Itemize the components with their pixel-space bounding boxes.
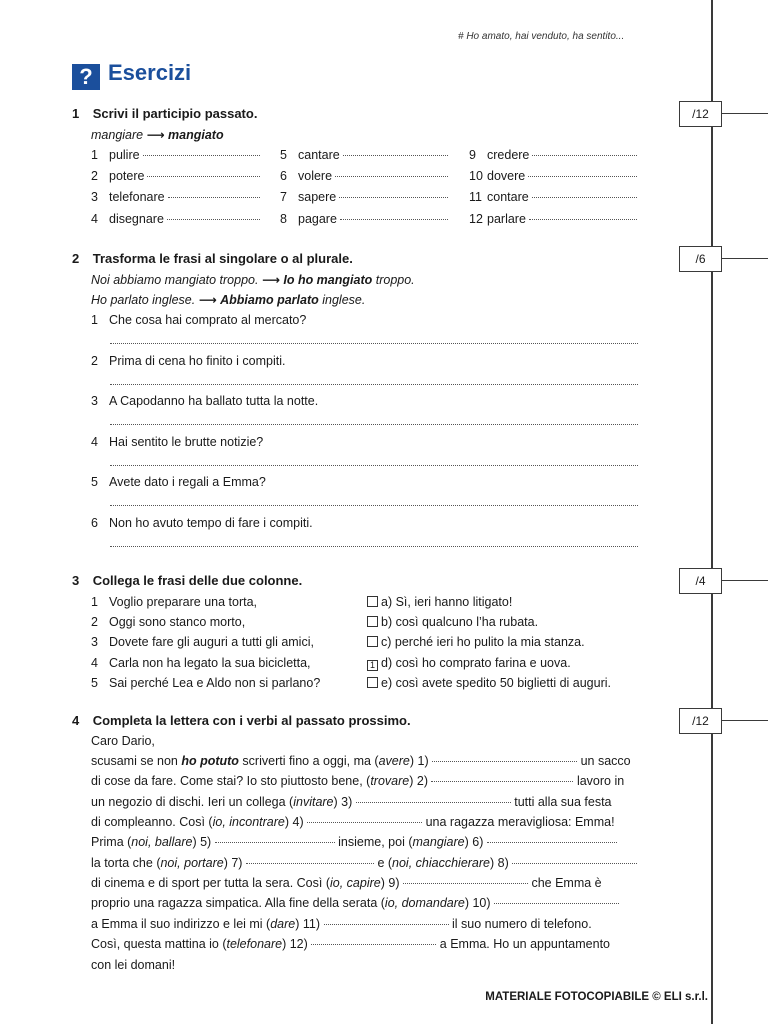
answer-blank-2[interactable] xyxy=(431,781,573,782)
text: ) 9) xyxy=(380,876,400,890)
sentence-item xyxy=(91,354,285,368)
item-sentence: Hai sentito le brutte notizie? xyxy=(109,435,264,449)
item-verb: cantare xyxy=(298,148,340,162)
text: il suo numero di telefono. xyxy=(452,917,592,931)
answer-line[interactable] xyxy=(110,546,638,547)
match-left-item xyxy=(91,615,245,629)
match-left-item xyxy=(91,635,314,649)
item-sentence: Prima di cena ho finito i compiti. xyxy=(109,354,286,368)
answer-blank[interactable] xyxy=(343,155,448,156)
participle-item xyxy=(469,169,637,183)
text: una ragazza meravigliosa: Emma! xyxy=(425,815,615,829)
answer-blank-12[interactable] xyxy=(311,944,436,945)
answer-blank-8[interactable] xyxy=(512,863,637,864)
score-box-ex1[interactable]: /12 xyxy=(679,101,722,127)
item-sentence: A Capodanno ha ballato tutta la notte. xyxy=(109,394,319,408)
answer-blank[interactable] xyxy=(147,176,260,177)
item-sentence: Voglio preparare una torta, xyxy=(109,595,258,609)
participle-item xyxy=(91,212,260,226)
answer-line[interactable] xyxy=(110,424,638,425)
text: un sacco xyxy=(580,754,631,768)
ex1-example xyxy=(91,127,224,142)
match-left-item xyxy=(91,656,311,670)
answer-blank-7[interactable] xyxy=(246,863,374,864)
answer-blank[interactable] xyxy=(335,176,448,177)
item-verb: dovere xyxy=(487,169,526,183)
score-box-ex4[interactable]: /12 xyxy=(679,708,722,734)
answer-line[interactable] xyxy=(110,343,638,344)
item-number: 9 xyxy=(469,148,476,162)
item-sentence: c) perché ieri ho pulito la mia stanza. xyxy=(381,635,585,649)
sentence-item xyxy=(91,516,313,530)
item-sentence: Sai perché Lea e Aldo non si parlano? xyxy=(109,676,321,690)
item-number: 3 xyxy=(91,635,98,649)
match-right-item xyxy=(367,676,611,690)
item-number: 4 xyxy=(91,435,98,449)
text: di cose da fare. Come stai? Io sto piuttosto bene, ( xyxy=(91,774,371,788)
verb-hint: noi, ballare xyxy=(131,835,193,849)
participle-item xyxy=(91,190,260,204)
ex1-title: Scrivi il participio passato. xyxy=(92,106,258,121)
text: la torta che ( xyxy=(91,856,161,870)
ex3-heading xyxy=(72,573,302,588)
participle-item xyxy=(280,212,448,226)
text: a Emma il suo indirizzo e lei mi ( xyxy=(91,917,271,931)
example-base: mangiare xyxy=(91,128,144,142)
answer-blank[interactable] xyxy=(528,176,637,177)
example-tail: troppo. xyxy=(375,273,415,287)
answer-blank[interactable] xyxy=(529,219,637,220)
match-checkbox[interactable] xyxy=(367,636,378,647)
item-number: 2 xyxy=(91,354,98,368)
verb-hint: noi, chiacchierare xyxy=(392,856,490,870)
item-sentence: Che cosa hai comprato al mercato? xyxy=(109,313,307,327)
participle-item xyxy=(280,190,448,204)
letter-line-5 xyxy=(91,835,617,849)
answer-blank-5[interactable] xyxy=(215,842,335,843)
text: tutti alla sua festa xyxy=(514,795,612,809)
item-sentence: Carla non ha legato la sua bicicletta, xyxy=(109,656,311,670)
letter-greeting: Caro Dario, xyxy=(91,734,155,748)
item-sentence: Non ho avuto tempo di fare i compiti. xyxy=(109,516,313,530)
answer-blank[interactable] xyxy=(532,155,637,156)
item-verb: credere xyxy=(487,148,530,162)
participle-item xyxy=(280,169,448,183)
section-title: Esercizi xyxy=(108,60,192,85)
ex4-heading xyxy=(72,713,411,728)
item-number: 3 xyxy=(91,190,98,204)
item-number: 5 xyxy=(91,475,98,489)
item-verb: sapere xyxy=(298,190,337,204)
text: ) 5) xyxy=(192,835,212,849)
sentence-item xyxy=(91,435,263,449)
footer-copyright: MATERIALE FOTOCOPIABILE © ELI s.r.l. xyxy=(485,991,708,1003)
text: ) 4) xyxy=(284,815,304,829)
item-number: 12 xyxy=(469,212,483,226)
letter-line-11: con lei domani! xyxy=(91,958,176,972)
answer-line[interactable] xyxy=(110,465,638,466)
answer-blank-10[interactable] xyxy=(494,903,619,904)
arrow-icon: ⟶ xyxy=(261,273,280,287)
text: Prima ( xyxy=(91,835,132,849)
text: ) 10) xyxy=(464,896,491,910)
ex3-title: Collega le frasi delle due colonne. xyxy=(92,573,303,588)
answer-blank[interactable] xyxy=(168,197,260,198)
answer-blank-11[interactable] xyxy=(324,924,449,925)
answer-blank-3[interactable] xyxy=(356,802,511,803)
participle-item xyxy=(469,190,637,204)
text: ) 8) xyxy=(490,856,509,870)
letter-line-10 xyxy=(91,937,610,951)
answer-blank-6[interactable] xyxy=(487,842,617,843)
item-verb: contare xyxy=(487,190,529,204)
verb-hint: invitare xyxy=(293,795,334,809)
letter-line-4 xyxy=(91,815,615,829)
text: ) 12) xyxy=(282,937,308,951)
text: di compleanno. Così ( xyxy=(91,815,213,829)
item-number: 11 xyxy=(469,190,482,204)
answer-line[interactable] xyxy=(110,384,638,385)
item-number: 5 xyxy=(91,676,98,690)
item-sentence: a) Sì, ieri hanno litigato! xyxy=(381,595,513,609)
item-sentence: b) così qualcuno l’ha rubata. xyxy=(381,615,539,629)
match-left-item xyxy=(91,676,320,690)
match-right-item xyxy=(367,615,538,629)
verb-hint: io, incontrare xyxy=(212,815,285,829)
item-number: 1 xyxy=(91,148,98,162)
text: e ( xyxy=(377,856,393,870)
margin-vertical-line xyxy=(711,0,713,1024)
item-number: 1 xyxy=(91,313,98,327)
example-sentence: Noi abbiamo mangiato troppo. xyxy=(91,273,259,287)
item-number: 2 xyxy=(91,615,98,629)
ex1-number: 1 xyxy=(72,106,80,121)
item-verb: parlare xyxy=(487,212,526,226)
text: ) 1) xyxy=(409,754,429,768)
participle-item xyxy=(91,148,260,162)
text: a Emma. Ho un appuntamento xyxy=(439,937,611,951)
example-answer: ho potuto xyxy=(181,754,239,768)
text: di cinema e di sport per tutta la sera. Così ( xyxy=(91,876,330,890)
item-verb: pulire xyxy=(109,148,140,162)
answer-blank[interactable] xyxy=(532,197,637,198)
verb-hint: dare xyxy=(270,917,296,931)
ex2-example-2 xyxy=(91,292,365,307)
item-number: 5 xyxy=(280,148,287,162)
letter-line-3 xyxy=(91,795,612,809)
ex2-number: 2 xyxy=(72,251,80,266)
answer-blank[interactable] xyxy=(167,219,260,220)
score-box-ex2[interactable]: /6 xyxy=(679,246,722,272)
match-checkbox[interactable] xyxy=(367,596,378,607)
item-number: 7 xyxy=(280,190,287,204)
item-sentence: d) così ho comprato farina e uova. xyxy=(381,656,571,670)
letter-line-8 xyxy=(91,896,619,910)
sentence-item xyxy=(91,475,266,489)
verb-hint: io, domandare xyxy=(384,896,465,910)
letter-line-6 xyxy=(91,856,637,870)
example-answer: Abbiamo parlato xyxy=(220,293,319,307)
ex2-title: Trasforma le frasi al singolare o al plurale. xyxy=(92,251,353,266)
header-note: # Ho amato, hai venduto, ha sentito... xyxy=(458,31,625,42)
item-verb: volere xyxy=(298,169,333,183)
item-verb: pagare xyxy=(298,212,337,226)
ex3-number: 3 xyxy=(72,573,80,588)
text: scusami se non xyxy=(91,754,182,768)
score-box-ex3[interactable]: /4 xyxy=(679,568,722,594)
match-checkbox[interactable] xyxy=(367,677,378,688)
answer-blank[interactable] xyxy=(339,197,448,198)
item-sentence: Avete dato i regali a Emma? xyxy=(109,475,266,489)
item-number: 6 xyxy=(280,169,287,183)
match-checkbox[interactable]: 1 xyxy=(367,660,378,671)
match-checkbox[interactable] xyxy=(367,616,378,627)
answer-blank[interactable] xyxy=(143,155,260,156)
item-verb: disegnare xyxy=(109,212,164,226)
arrow-icon: ⟶ xyxy=(198,293,217,307)
text: ) 3) xyxy=(333,795,353,809)
text: lavoro in xyxy=(576,774,625,788)
participle-item xyxy=(469,212,637,226)
ex4-number: 4 xyxy=(72,713,80,728)
item-number: 4 xyxy=(91,212,98,226)
sentence-item xyxy=(91,313,306,327)
text: scriverti fino a oggi, ma ( xyxy=(238,754,379,768)
text: ) 7) xyxy=(223,856,243,870)
text: ) 11) xyxy=(295,917,321,931)
arrow-icon: ⟶ xyxy=(146,128,165,142)
item-sentence: Oggi sono stanco morto, xyxy=(109,615,246,629)
text: proprio una ragazza simpatica. Alla fine della serata ( xyxy=(91,896,385,910)
item-verb: telefonare xyxy=(109,190,165,204)
item-number: 4 xyxy=(91,656,98,670)
verb-hint: mangiare xyxy=(412,835,465,849)
answer-line[interactable] xyxy=(110,505,638,506)
letter-line-9 xyxy=(91,917,592,931)
answer-blank-9[interactable] xyxy=(403,883,528,884)
item-number: 1 xyxy=(91,595,98,609)
match-left-item xyxy=(91,595,257,609)
match-right-item xyxy=(367,635,585,649)
ex2-heading xyxy=(72,251,353,266)
example-answer: Io ho mangiato xyxy=(283,273,373,287)
verb-hint: noi, portare xyxy=(160,856,224,870)
text: Così, questa mattina io ( xyxy=(91,937,227,951)
participle-item xyxy=(280,148,448,162)
text: insieme, poi ( xyxy=(338,835,413,849)
letter-line-1 xyxy=(91,754,631,768)
item-sentence: Dovete fare gli auguri a tutti gli amici, xyxy=(109,635,314,649)
item-number: 2 xyxy=(91,169,98,183)
question-mark-icon: ? xyxy=(72,64,100,90)
verb-hint: telefonare xyxy=(226,937,283,951)
match-right-item xyxy=(367,656,571,671)
ex2-example-1 xyxy=(91,272,415,287)
item-number: 10 xyxy=(469,169,483,183)
text: ) 2) xyxy=(409,774,428,788)
verb-hint: io, capire xyxy=(330,876,381,890)
item-verb: potere xyxy=(109,169,145,183)
answer-blank-4[interactable] xyxy=(307,822,422,823)
text: un negozio di dischi. Ieri un collega ( xyxy=(91,795,294,809)
match-right-item xyxy=(367,595,512,609)
participle-item xyxy=(469,148,637,162)
answer-blank-1[interactable] xyxy=(432,761,577,762)
item-number: 6 xyxy=(91,516,98,530)
letter-line-2 xyxy=(91,774,624,788)
participle-item xyxy=(91,169,260,183)
answer-blank[interactable] xyxy=(340,219,448,220)
example-answer: mangiato xyxy=(168,128,224,142)
item-number: 8 xyxy=(280,212,287,226)
ex4-title: Completa la lettera con i verbi al passato prossimo. xyxy=(92,713,411,728)
item-number: 3 xyxy=(91,394,98,408)
text: ) 6) xyxy=(464,835,484,849)
verb-hint: avere xyxy=(378,754,410,768)
example-tail: inglese. xyxy=(322,293,366,307)
verb-hint: trovare xyxy=(370,774,410,788)
sentence-item xyxy=(91,394,318,408)
item-sentence: e) così avete spedito 50 biglietti di auguri. xyxy=(381,676,611,690)
ex1-heading xyxy=(72,106,257,121)
letter-line-7 xyxy=(91,876,602,890)
example-sentence: Ho parlato inglese. xyxy=(91,293,196,307)
text: che Emma è xyxy=(531,876,602,890)
